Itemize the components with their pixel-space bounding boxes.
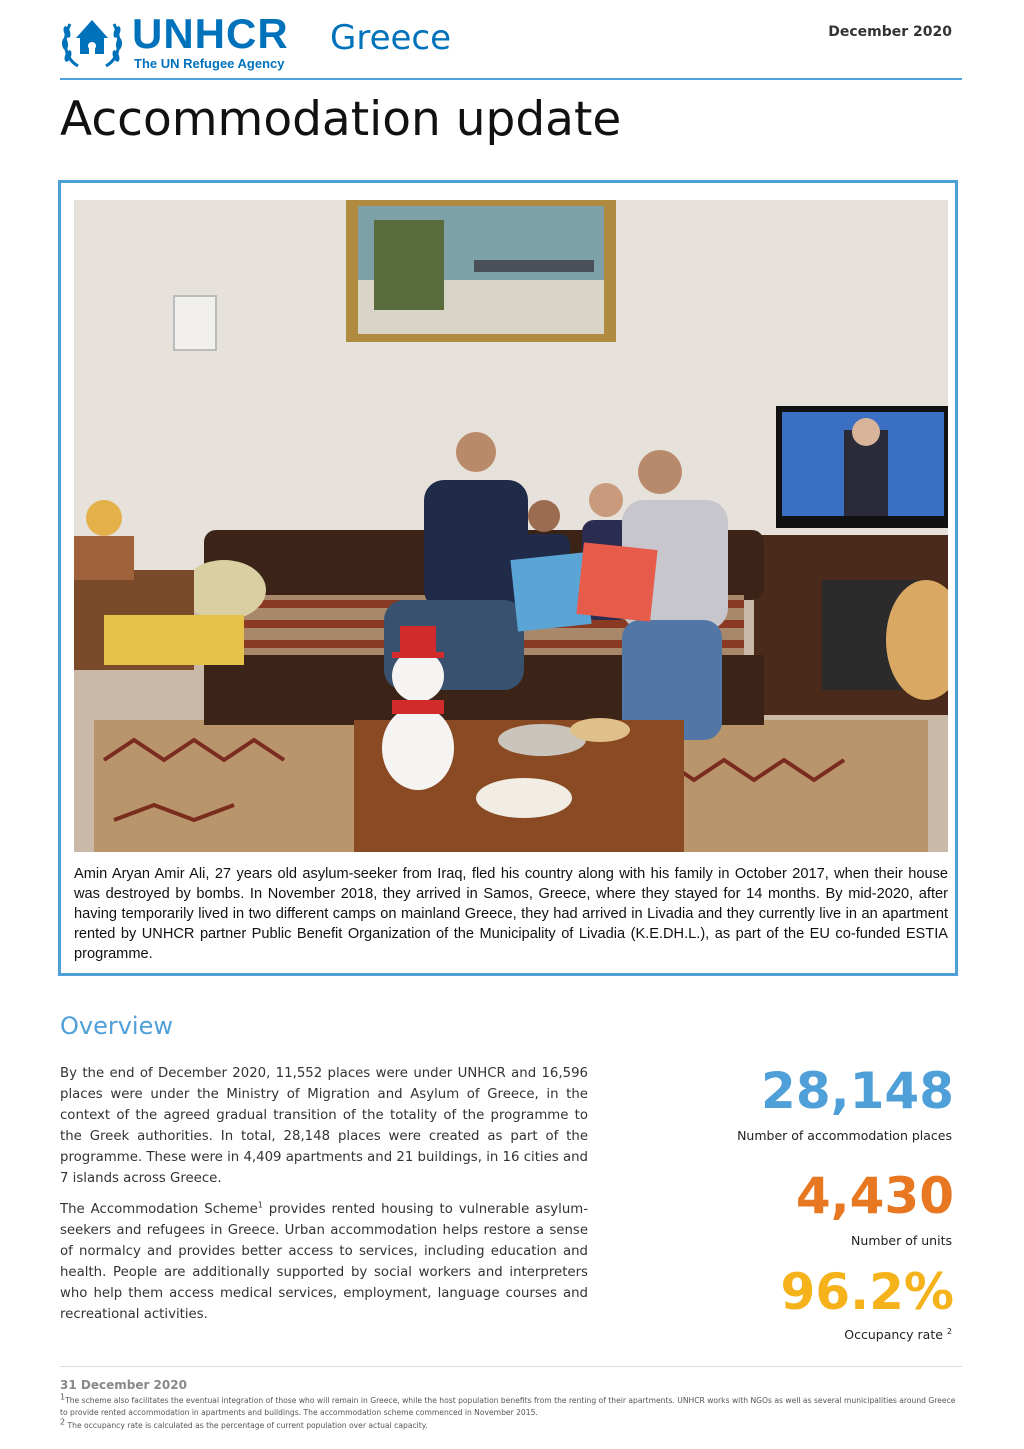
paragraph-2-rest: provides rented housing to vulnerable asylum-seekers and refugees in Greece. Urban accommodation helps restore a sense of normalcy and provides better access to services, including education and health. People are additionally supported by social workers and interpreters who help them access medical services, employment, language courses and recreational activities. (60, 1202, 589, 1322)
stat-units-value: 4,430 (795, 1167, 954, 1225)
header-divider (60, 78, 962, 80)
family-living-room-illustration (74, 200, 948, 852)
footer-date: 31 December 2020 (60, 1378, 187, 1392)
footer-divider (60, 1366, 962, 1367)
country-label: Greece (330, 18, 452, 58)
overview-heading: Overview (60, 1012, 173, 1040)
stat-accommodation-places-label: Number of accommodation places (737, 1128, 952, 1143)
footnote-1-text: The scheme also facilitates the eventual integration of those who will remain in Greece, while the host population benefits from the renting of their apartments. UNHCR works with NGOs as well as several municipalities around Greece to provide rented accommodation in apartments and buildings. The accommodation scheme commenced in November 2015. (60, 1396, 956, 1417)
report-date: December 2020 (828, 24, 952, 40)
footnote-1-marker: 1 (60, 1392, 66, 1402)
page-title: Accommodation update (60, 92, 622, 147)
photo-caption: Amin Aryan Amir Ali, 27 years old asylum-seeker from Iraq, fled his country along with his family in October 2017, when their house was destroyed by bombs. In November 2018, they arrived in Samos, Greece, where they stayed for 14 months. By mid-2020, after having temporarily lived in two different camps on mainland Greece, they had arrived in Livadia and they currently live in an apartment rented by UNHCR partner Public Benefit Organization of the Municipality of Livadia (K.E.DH.L.), as part of the EU co-funded ESTIA programme. (74, 866, 948, 962)
overview-paragraph-1: By the end of December 2020, 11,552 places were under UNHCR and 16,596 places were under the Ministry of Migration and Asylum of Greece, in the context of the agreed gradual transition of the totality of the programme to the Greek authorities. In total, 28,148 places were created as part of the programme. These were in 4,409 apartments and 21 buildings, in 16 cities and 7 islands across Greece. (60, 1066, 588, 1186)
stat-occupancy-rate-label: Occupancy rate (844, 1327, 943, 1342)
overview-paragraph-2 (60, 1199, 588, 1325)
laurel-emblem-icon (58, 14, 126, 70)
stat-accommodation-places-value: 28,148 (761, 1062, 954, 1120)
stat-units-label: Number of units (851, 1233, 952, 1248)
stat-occupancy-rate-label-row (650, 1327, 952, 1342)
paragraph-2-start: The Accommodation Scheme (60, 1202, 258, 1217)
footnote-2-text: The occupancy rate is calculated as the percentage of current population over actual capacity. (67, 1421, 428, 1430)
footnote-1 (60, 1392, 960, 1419)
footnote-ref-1[interactable]: 1 (257, 1200, 263, 1210)
logo-tagline: The UN Refugee Agency (134, 56, 285, 71)
logo-wordmark: UNHCR (132, 10, 289, 57)
footnote-ref-2[interactable]: 2 (946, 1326, 952, 1336)
stat-occupancy-rate-value: 96.2% (780, 1263, 954, 1321)
family-photo (74, 200, 948, 852)
unhcr-logo (58, 12, 308, 74)
footnote-2 (60, 1417, 960, 1432)
footnote-2-marker: 2 (60, 1417, 66, 1427)
